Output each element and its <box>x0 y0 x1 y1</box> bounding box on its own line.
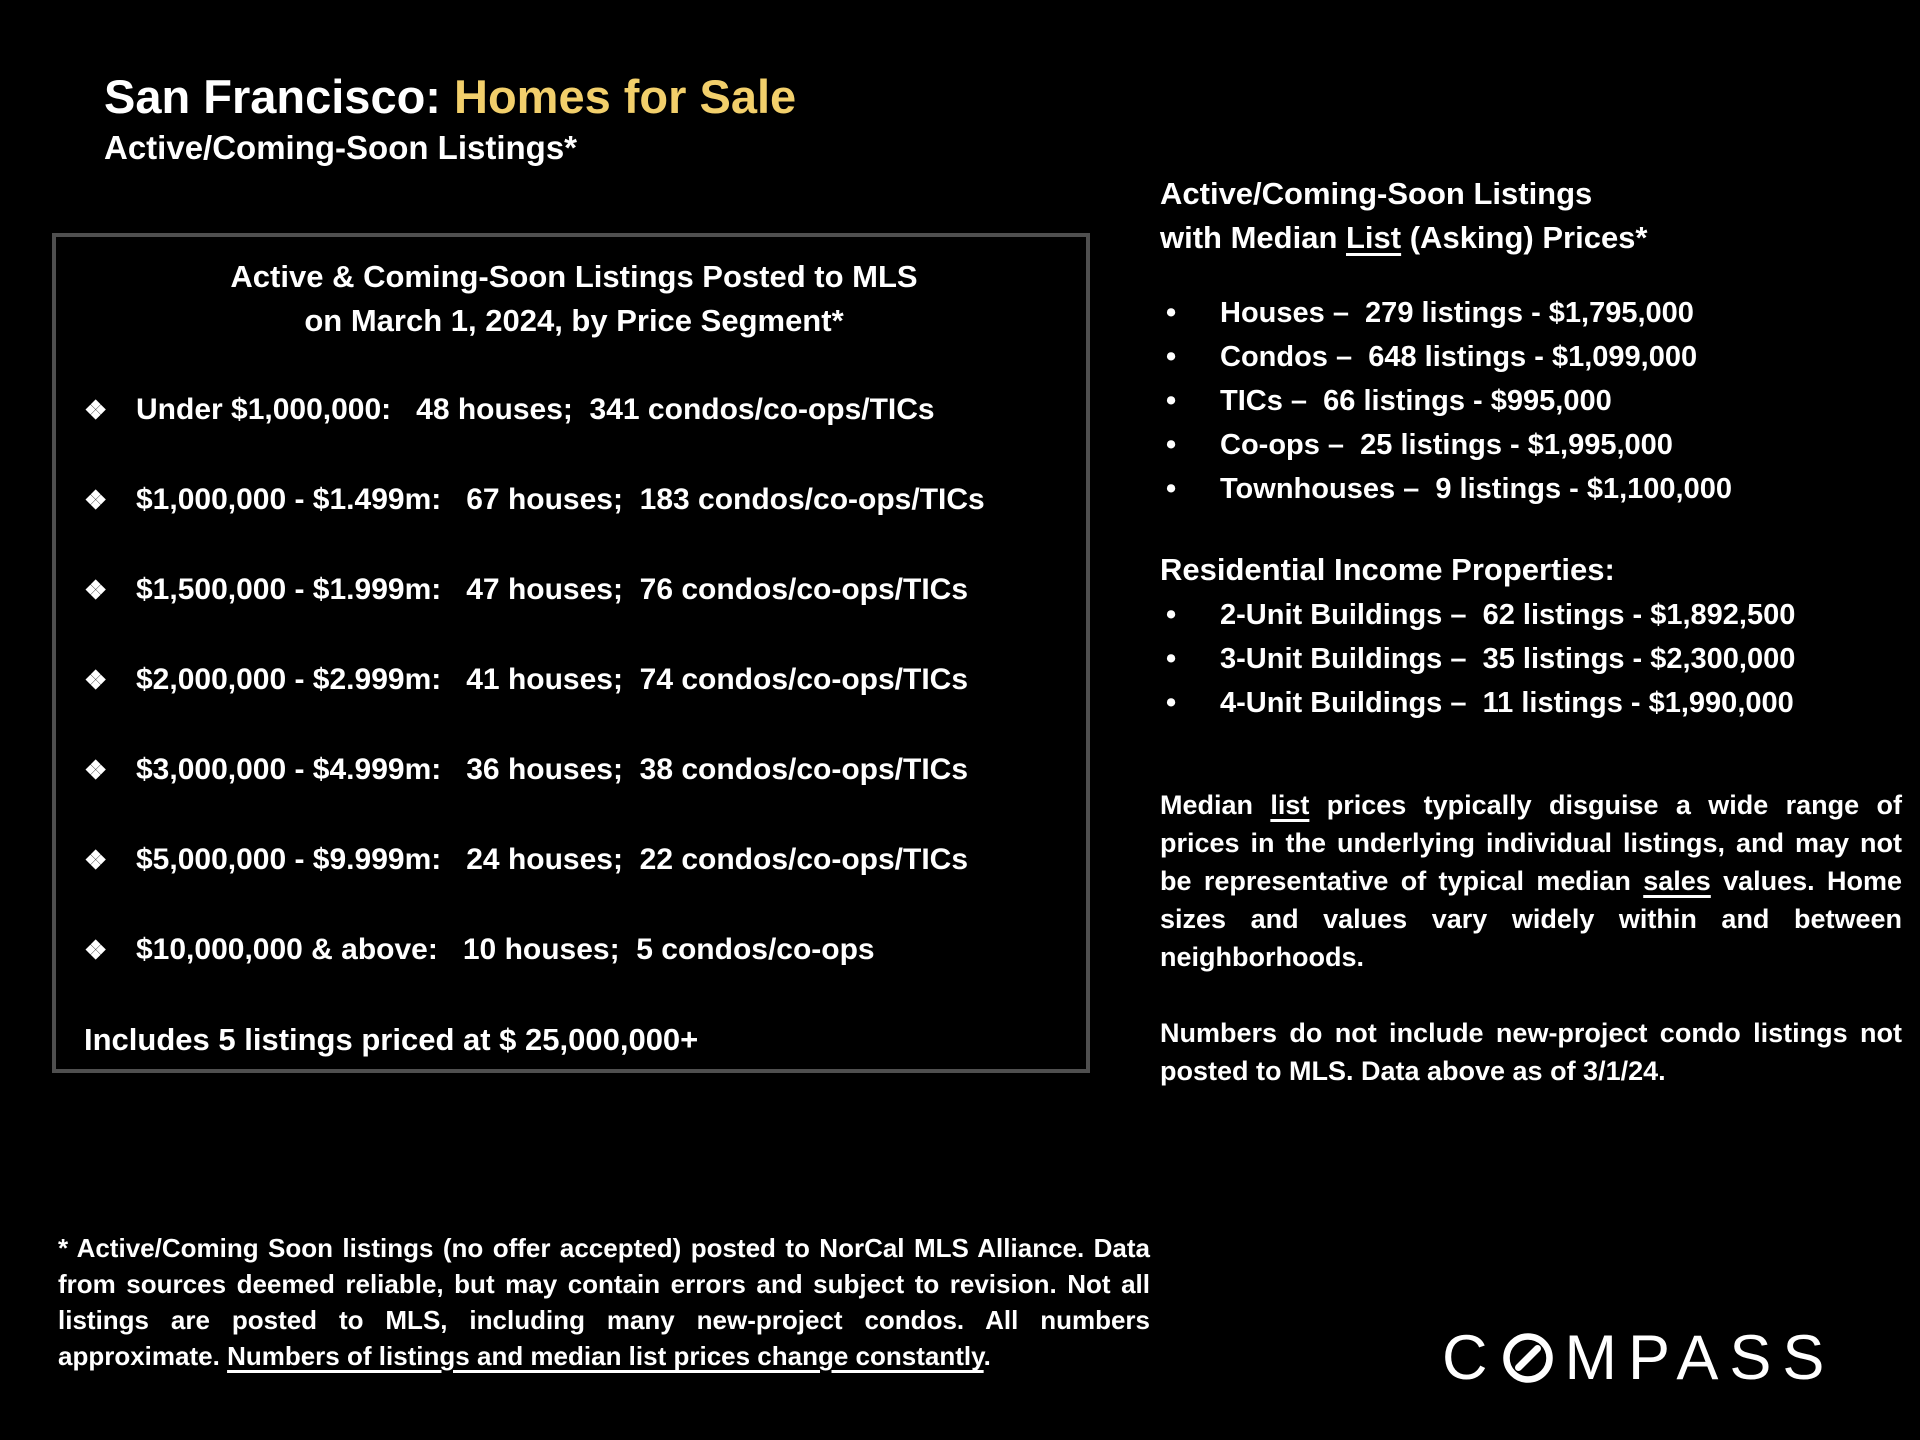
data-note-paragraph: Numbers do not include new-project condo listings not posted to MLS. Data above as of 3/1/24. <box>1160 1018 1902 1086</box>
page-subtitle: Active/Coming-Soon Listings* <box>104 129 578 166</box>
diamond-bullet-icon: ❖ <box>84 935 108 965</box>
dot-bullet-icon: • <box>1166 473 1177 505</box>
list-item <box>1160 640 1902 678</box>
price-segment-note: Includes 5 listings priced at $ 25,000,000+ <box>84 1022 699 1057</box>
compass-logo-prefix: C <box>1442 1323 1499 1393</box>
median-prices-panel <box>1160 172 1902 1090</box>
list-item-text: TICs – 66 listings - $995,000 <box>1220 385 1612 417</box>
list-item-text: $3,000,000 - $4.999m: 36 houses; 38 condos/co-ops/TICs <box>136 753 969 786</box>
list-item-text: Townhouses – 9 listings - $1,100,000 <box>1220 473 1732 505</box>
price-segment-panel <box>52 233 1090 1073</box>
price-segment-heading-line2: on March 1, 2024, by Price Segment* <box>304 303 844 338</box>
list-item <box>84 931 1064 969</box>
list-item <box>1160 382 1902 420</box>
compass-needle-icon <box>1502 1332 1554 1384</box>
list-item <box>84 841 1064 879</box>
list-item <box>1160 294 1902 332</box>
compass-logo-suffix: MPASS <box>1564 1323 1836 1393</box>
page-title-prefix: San Francisco: <box>104 70 454 123</box>
income-properties-list <box>1160 596 1902 722</box>
list-item <box>1160 470 1902 508</box>
dot-bullet-icon: • <box>1166 687 1177 719</box>
page-title <box>104 70 796 124</box>
dot-bullet-icon: • <box>1166 643 1177 675</box>
header <box>104 70 796 168</box>
list-item <box>1160 426 1902 464</box>
list-item-text: $2,000,000 - $2.999m: 41 houses; 74 condos/co-ops/TICs <box>136 663 969 696</box>
median-note-paragraph: Median list prices typically disguise a wide range of prices in the underlying individual listings, and may not be representative of typical median sales values. Home sizes and values vary widely within and between neighborhoods. <box>1160 790 1902 972</box>
diamond-bullet-icon: ❖ <box>84 485 108 515</box>
list-item-text: Condos – 648 listings - $1,099,000 <box>1220 341 1698 373</box>
diamond-bullet-icon: ❖ <box>84 575 108 605</box>
list-item-text: $10,000,000 & above: 10 houses; 5 condos/co-ops <box>136 933 875 966</box>
price-segment-heading-line1: Active & Coming-Soon Listings Posted to MLS <box>230 259 918 294</box>
list-item <box>84 391 1064 429</box>
price-segment-heading <box>84 255 1064 343</box>
list-item <box>84 751 1064 789</box>
list-item <box>1160 684 1902 722</box>
diamond-bullet-icon: ❖ <box>84 845 108 875</box>
list-item <box>84 661 1064 699</box>
price-segment-list <box>84 391 1064 969</box>
median-prices-list <box>1160 294 1902 508</box>
median-prices-heading-line2: with Median List (Asking) Prices* <box>1160 220 1648 255</box>
income-properties-heading: Residential Income Properties: <box>1160 552 1615 587</box>
list-item-text: $1,500,000 - $1.999m: 47 houses; 76 condos/co-ops/TICs <box>136 573 969 606</box>
list-item-text: 3-Unit Buildings – 35 listings - $2,300,000 <box>1220 643 1796 675</box>
median-prices-heading-line1: Active/Coming-Soon Listings <box>1160 176 1593 211</box>
list-item <box>1160 596 1902 634</box>
list-item-text: 2-Unit Buildings – 62 listings - $1,892,500 <box>1220 599 1796 631</box>
list-item-text: Co-ops – 25 listings - $1,995,000 <box>1220 429 1673 461</box>
list-item <box>1160 338 1902 376</box>
diamond-bullet-icon: ❖ <box>84 665 108 695</box>
footnote: * Active/Coming Soon listings (no offer accepted) posted to NorCal MLS Alliance. Data from sources deemed reliable, but may contain errors and subject to revision. Not all listings are posted to MLS, including many new-project condos. All numbers approximate. Numbers of listings and median list prices change constantly. <box>58 1233 1150 1371</box>
list-item-text: Under $1,000,000: 48 houses; 341 condos/co-ops/TICs <box>136 393 935 426</box>
dot-bullet-icon: • <box>1166 599 1177 631</box>
diamond-bullet-icon: ❖ <box>84 755 108 785</box>
list-item-text: Houses – 279 listings - $1,795,000 <box>1220 297 1694 329</box>
compass-logo <box>1442 1322 1835 1394</box>
dot-bullet-icon: • <box>1166 429 1177 461</box>
page-title-highlight: Homes for Sale <box>454 70 797 123</box>
dot-bullet-icon: • <box>1166 297 1177 329</box>
dot-bullet-icon: • <box>1166 385 1177 417</box>
median-prices-heading <box>1160 172 1902 260</box>
list-item-text: $5,000,000 - $9.999m: 24 houses; 22 condos/co-ops/TICs <box>136 843 969 876</box>
list-item <box>84 481 1064 519</box>
list-item-text: $1,000,000 - $1.499m: 67 houses; 183 condos/co-ops/TICs <box>136 483 985 516</box>
list-item-text: 4-Unit Buildings – 11 listings - $1,990,000 <box>1220 687 1794 719</box>
diamond-bullet-icon: ❖ <box>84 395 108 425</box>
dot-bullet-icon: • <box>1166 341 1177 373</box>
list-item <box>84 571 1064 609</box>
